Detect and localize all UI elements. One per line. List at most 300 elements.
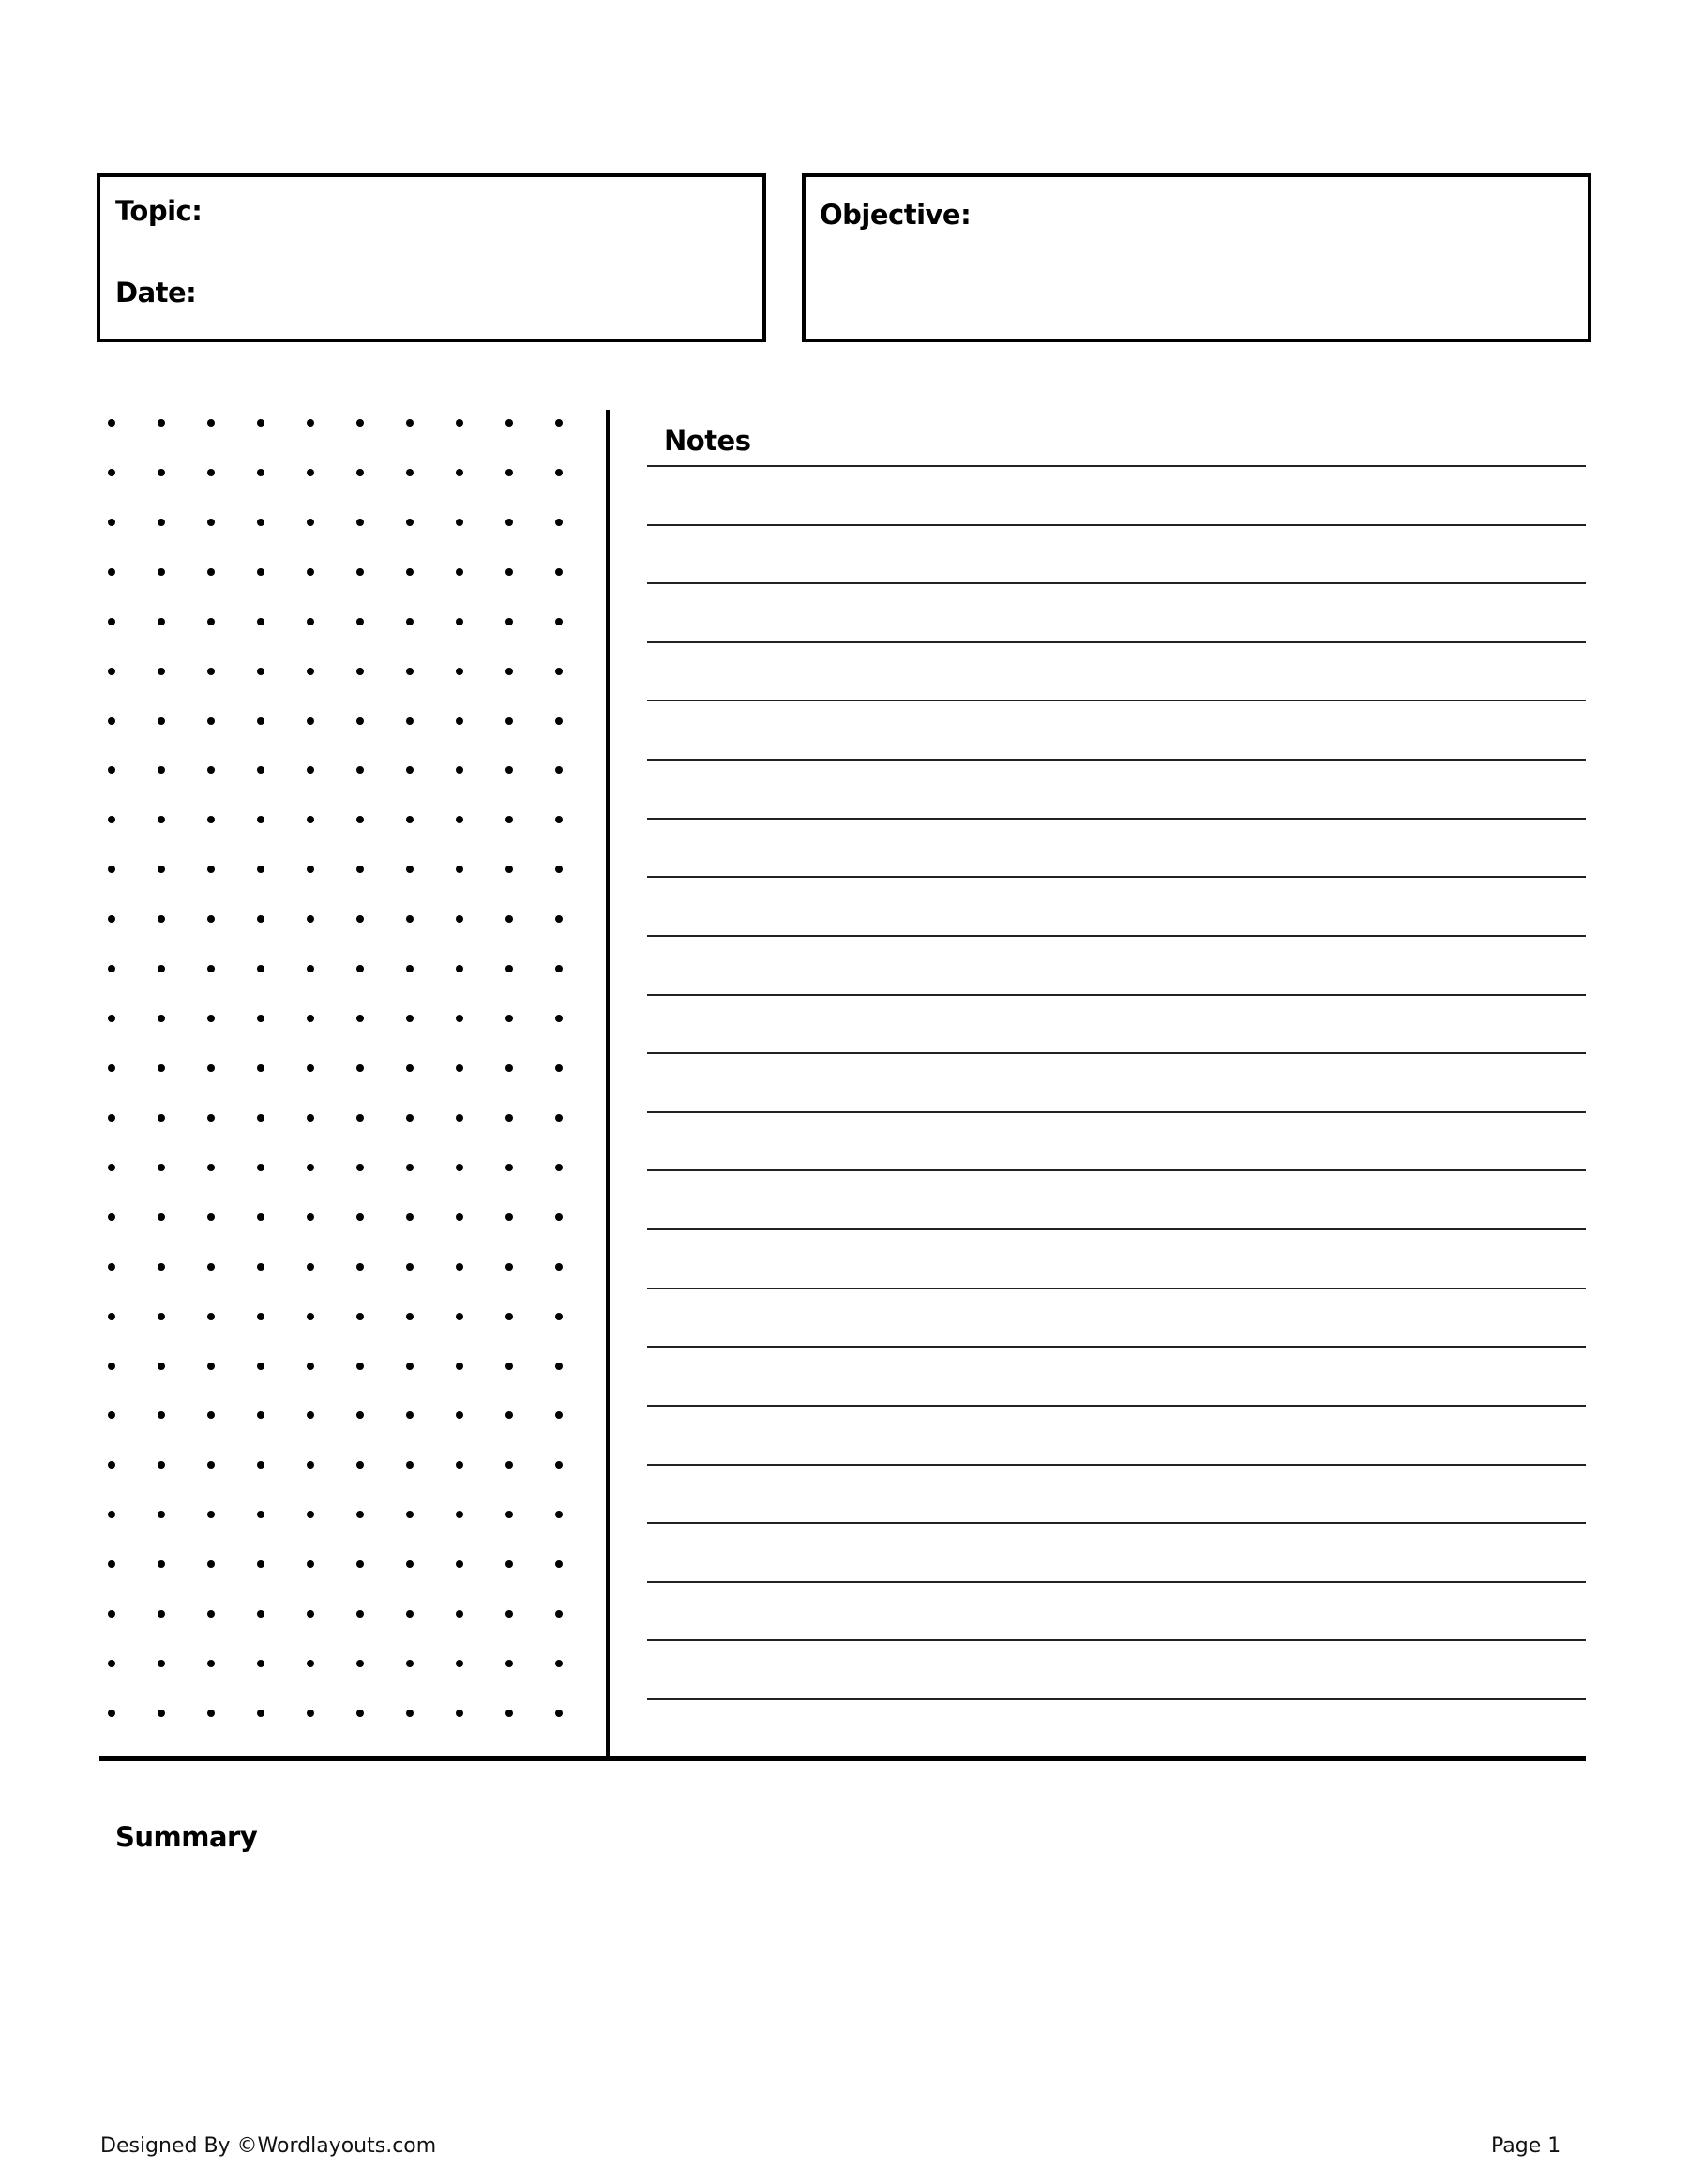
- grid-dot-icon: [257, 1164, 264, 1171]
- grid-dot-icon: [158, 866, 165, 873]
- grid-dot-icon: [207, 568, 215, 576]
- grid-dot-icon: [207, 469, 215, 476]
- grid-dot-icon: [356, 1610, 364, 1618]
- grid-dot-icon: [158, 519, 165, 526]
- grid-dot-icon: [505, 965, 513, 972]
- grid-dot-icon: [555, 866, 563, 873]
- grid-dot-icon: [158, 1313, 165, 1320]
- grid-dot-icon: [406, 1511, 414, 1518]
- grid-dot-icon: [207, 1015, 215, 1022]
- grid-dot-icon: [505, 1114, 513, 1122]
- grid-dot-icon: [456, 668, 463, 675]
- grid-dot-icon: [207, 618, 215, 625]
- grid-dot-icon: [555, 1114, 563, 1122]
- grid-dot-icon: [158, 568, 165, 576]
- grid-dot-icon: [505, 1164, 513, 1171]
- grid-dot-icon: [406, 866, 414, 873]
- grid-dot-icon: [108, 1461, 115, 1469]
- page-number: Page 1: [1491, 2134, 1561, 2158]
- grid-dot-icon: [307, 668, 314, 675]
- grid-dot-icon: [158, 1560, 165, 1568]
- grid-dot-icon: [555, 1164, 563, 1171]
- grid-dot-icon: [356, 965, 364, 972]
- grid-dot-icon: [356, 1263, 364, 1271]
- grid-dot-icon: [456, 1015, 463, 1022]
- grid-dot-icon: [207, 419, 215, 427]
- grid-dot-icon: [356, 618, 364, 625]
- grid-dot-icon: [555, 1560, 563, 1568]
- grid-dot-icon: [158, 1610, 165, 1618]
- grid-dot-icon: [257, 866, 264, 873]
- grid-dot-icon: [555, 1064, 563, 1072]
- grid-dot-icon: [257, 965, 264, 972]
- notes-ruled-line[interactable]: [647, 1698, 1586, 1700]
- grid-dot-icon: [108, 1610, 115, 1618]
- grid-dot-icon: [456, 1411, 463, 1419]
- grid-dot-icon: [406, 816, 414, 823]
- notes-ruled-line[interactable]: [647, 1405, 1586, 1407]
- grid-dot-icon: [505, 1411, 513, 1419]
- grid-dot-icon: [257, 1313, 264, 1320]
- grid-dot-icon: [555, 965, 563, 972]
- grid-dot-icon: [505, 1710, 513, 1717]
- grid-dot-icon: [555, 419, 563, 427]
- notes-ruled-line[interactable]: [647, 1111, 1586, 1113]
- grid-dot-icon: [555, 1610, 563, 1618]
- grid-dot-icon: [356, 1411, 364, 1419]
- grid-dot-icon: [555, 618, 563, 625]
- grid-dot-icon: [108, 419, 115, 427]
- grid-dot-icon: [456, 1610, 463, 1618]
- grid-dot-icon: [257, 1114, 264, 1122]
- grid-dot-icon: [207, 1710, 215, 1717]
- grid-dot-icon: [356, 1461, 364, 1469]
- grid-dot-icon: [456, 1461, 463, 1469]
- grid-dot-icon: [406, 519, 414, 526]
- grid-dot-icon: [555, 1511, 563, 1518]
- grid-dot-icon: [257, 1015, 264, 1022]
- grid-dot-icon: [406, 1461, 414, 1469]
- grid-dot-icon: [456, 1660, 463, 1667]
- grid-dot-icon: [505, 1610, 513, 1618]
- grid-dot-icon: [207, 1560, 215, 1568]
- grid-dot-icon: [207, 519, 215, 526]
- grid-dot-icon: [207, 1164, 215, 1171]
- notes-ruled-line[interactable]: [647, 876, 1586, 878]
- grid-dot-icon: [257, 717, 264, 725]
- notes-ruled-line[interactable]: [647, 1228, 1586, 1230]
- grid-dot-icon: [207, 915, 215, 923]
- topic-field[interactable]: [216, 192, 755, 230]
- grid-dot-icon: [406, 1164, 414, 1171]
- grid-dot-icon: [257, 419, 264, 427]
- grid-dot-icon: [257, 1411, 264, 1419]
- grid-dot-icon: [555, 816, 563, 823]
- grid-dot-icon: [356, 568, 364, 576]
- grid-dot-icon: [406, 1015, 414, 1022]
- grid-dot-icon: [108, 965, 115, 972]
- grid-dot-icon: [356, 1710, 364, 1717]
- grid-dot-icon: [456, 618, 463, 625]
- date-label: Date:: [115, 277, 197, 309]
- grid-dot-icon: [207, 766, 215, 774]
- grid-dot-icon: [356, 1313, 364, 1320]
- grid-dot-icon: [257, 469, 264, 476]
- grid-dot-icon: [456, 816, 463, 823]
- grid-dot-icon: [555, 766, 563, 774]
- grid-dot-icon: [158, 1015, 165, 1022]
- grid-dot-icon: [456, 1164, 463, 1171]
- notes-ruled-line[interactable]: [647, 1288, 1586, 1289]
- grid-dot-icon: [456, 915, 463, 923]
- grid-dot-icon: [108, 668, 115, 675]
- grid-dot-icon: [158, 1114, 165, 1122]
- grid-dot-icon: [505, 1213, 513, 1221]
- grid-dot-icon: [207, 1411, 215, 1419]
- grid-dot-icon: [555, 568, 563, 576]
- footer-credit: Designed By ©Wordlayouts.com: [100, 2134, 437, 2158]
- notes-ruled-line[interactable]: [647, 1522, 1586, 1524]
- grid-dot-icon: [108, 618, 115, 625]
- grid-dot-icon: [456, 419, 463, 427]
- grid-dot-icon: [356, 1560, 364, 1568]
- grid-dot-icon: [356, 1114, 364, 1122]
- notes-ruled-line[interactable]: [647, 818, 1586, 820]
- grid-dot-icon: [555, 1660, 563, 1667]
- grid-dot-icon: [356, 1660, 364, 1667]
- grid-dot-icon: [307, 419, 314, 427]
- notes-ruled-line[interactable]: [647, 935, 1586, 937]
- topic-label: Topic:: [115, 195, 203, 227]
- grid-dot-icon: [406, 419, 414, 427]
- grid-dot-icon: [158, 1660, 165, 1667]
- grid-dot-icon: [207, 1461, 215, 1469]
- grid-dot-icon: [406, 717, 414, 725]
- grid-dot-icon: [456, 717, 463, 725]
- grid-dot-icon: [456, 1064, 463, 1072]
- grid-dot-icon: [207, 1213, 215, 1221]
- grid-dot-icon: [257, 766, 264, 774]
- grid-dot-icon: [307, 766, 314, 774]
- grid-dot-icon: [505, 1461, 513, 1469]
- notes-ruled-line[interactable]: [647, 1052, 1586, 1054]
- grid-dot-icon: [555, 717, 563, 725]
- grid-dot-icon: [307, 866, 314, 873]
- grid-dot-icon: [555, 668, 563, 675]
- grid-dot-icon: [555, 1313, 563, 1320]
- grid-dot-icon: [108, 866, 115, 873]
- grid-dot-icon: [207, 965, 215, 972]
- grid-dot-icon: [307, 717, 314, 725]
- grid-dot-icon: [406, 469, 414, 476]
- grid-dot-icon: [307, 1660, 314, 1667]
- grid-dot-icon: [307, 816, 314, 823]
- grid-dot-icon: [108, 1313, 115, 1320]
- grid-dot-icon: [257, 1560, 264, 1568]
- grid-dot-icon: [257, 1263, 264, 1271]
- grid-dot-icon: [555, 1213, 563, 1221]
- grid-dot-icon: [505, 766, 513, 774]
- grid-dot-icon: [555, 1263, 563, 1271]
- grid-dot-icon: [406, 668, 414, 675]
- grid-dot-icon: [207, 816, 215, 823]
- section-bottom-rule: [99, 1756, 1586, 1761]
- grid-dot-icon: [207, 1660, 215, 1667]
- grid-dot-icon: [108, 816, 115, 823]
- grid-dot-icon: [108, 1064, 115, 1072]
- grid-dot-icon: [505, 1263, 513, 1271]
- notes-ruled-line[interactable]: [647, 1581, 1586, 1583]
- grid-dot-icon: [108, 1263, 115, 1271]
- notes-ruled-line[interactable]: [647, 994, 1586, 996]
- grid-dot-icon: [108, 1411, 115, 1419]
- grid-dot-icon: [555, 1411, 563, 1419]
- grid-dot-icon: [207, 1313, 215, 1320]
- grid-dot-icon: [158, 1164, 165, 1171]
- grid-dot-icon: [307, 1114, 314, 1122]
- grid-dot-icon: [406, 1411, 414, 1419]
- grid-dot-icon: [406, 1660, 414, 1667]
- grid-dot-icon: [356, 1064, 364, 1072]
- grid-dot-icon: [257, 1511, 264, 1518]
- grid-dot-icon: [356, 1164, 364, 1171]
- grid-dot-icon: [505, 1560, 513, 1568]
- grid-dot-icon: [356, 816, 364, 823]
- grid-dot-icon: [257, 1363, 264, 1370]
- notes-ruled-line[interactable]: [647, 582, 1586, 584]
- grid-dot-icon: [158, 1213, 165, 1221]
- grid-dot-icon: [158, 1411, 165, 1419]
- grid-dot-icon: [307, 1015, 314, 1022]
- column-divider: [606, 410, 610, 1760]
- grid-dot-icon: [257, 1064, 264, 1072]
- grid-dot-icon: [456, 519, 463, 526]
- grid-dot-icon: [505, 568, 513, 576]
- grid-dot-icon: [456, 1511, 463, 1518]
- grid-dot-icon: [505, 419, 513, 427]
- grid-dot-icon: [158, 965, 165, 972]
- grid-dot-icon: [158, 816, 165, 823]
- grid-dot-icon: [555, 1363, 563, 1370]
- grid-dot-icon: [257, 519, 264, 526]
- grid-dot-icon: [307, 1411, 314, 1419]
- notes-ruled-line[interactable]: [647, 1169, 1586, 1171]
- grid-dot-icon: [307, 1610, 314, 1618]
- grid-dot-icon: [456, 1263, 463, 1271]
- grid-dot-icon: [108, 469, 115, 476]
- grid-dot-icon: [108, 1710, 115, 1717]
- grid-dot-icon: [555, 1015, 563, 1022]
- grid-dot-icon: [207, 1114, 215, 1122]
- grid-dot-icon: [505, 1064, 513, 1072]
- grid-dot-icon: [456, 469, 463, 476]
- grid-dot-icon: [207, 866, 215, 873]
- grid-dot-icon: [108, 519, 115, 526]
- grid-dot-icon: [158, 1064, 165, 1072]
- grid-dot-icon: [356, 519, 364, 526]
- grid-dot-icon: [307, 568, 314, 576]
- grid-dot-icon: [307, 1511, 314, 1518]
- grid-dot-icon: [406, 1064, 414, 1072]
- grid-dot-icon: [108, 1114, 115, 1122]
- grid-dot-icon: [356, 1213, 364, 1221]
- grid-dot-icon: [257, 1660, 264, 1667]
- notes-heading: Notes: [664, 425, 751, 457]
- grid-dot-icon: [356, 419, 364, 427]
- grid-dot-icon: [257, 568, 264, 576]
- grid-dot-icon: [207, 1610, 215, 1618]
- grid-dot-icon: [108, 1560, 115, 1568]
- objective-field[interactable]: [975, 192, 1580, 333]
- grid-dot-icon: [108, 766, 115, 774]
- grid-dot-icon: [505, 668, 513, 675]
- grid-dot-icon: [505, 866, 513, 873]
- grid-dot-icon: [456, 568, 463, 576]
- grid-dot-icon: [257, 1213, 264, 1221]
- grid-dot-icon: [505, 618, 513, 625]
- grid-dot-icon: [307, 618, 314, 625]
- grid-dot-icon: [307, 1461, 314, 1469]
- grid-dot-icon: [406, 568, 414, 576]
- grid-dot-icon: [158, 1461, 165, 1469]
- grid-dot-icon: [158, 717, 165, 725]
- grid-dot-icon: [555, 469, 563, 476]
- grid-dot-icon: [356, 766, 364, 774]
- grid-dot-icon: [505, 1363, 513, 1370]
- grid-dot-icon: [307, 1263, 314, 1271]
- grid-dot-icon: [406, 915, 414, 923]
- grid-dot-icon: [108, 1363, 115, 1370]
- grid-dot-icon: [307, 1363, 314, 1370]
- summary-field[interactable]: [99, 1866, 1586, 2082]
- grid-dot-icon: [505, 1511, 513, 1518]
- grid-dot-icon: [555, 915, 563, 923]
- notes-ruled-line[interactable]: [647, 465, 1586, 467]
- grid-dot-icon: [356, 1511, 364, 1518]
- grid-dot-icon: [356, 668, 364, 675]
- grid-dot-icon: [505, 1660, 513, 1667]
- grid-dot-icon: [257, 1710, 264, 1717]
- grid-dot-icon: [356, 915, 364, 923]
- grid-dot-icon: [456, 866, 463, 873]
- grid-dot-icon: [108, 568, 115, 576]
- grid-dot-icon: [307, 1064, 314, 1072]
- grid-dot-icon: [158, 1710, 165, 1717]
- grid-dot-icon: [406, 1560, 414, 1568]
- grid-dot-icon: [505, 519, 513, 526]
- grid-dot-icon: [207, 717, 215, 725]
- grid-dot-icon: [158, 766, 165, 774]
- grid-dot-icon: [307, 1710, 314, 1717]
- grid-dot-icon: [505, 469, 513, 476]
- summary-heading: Summary: [115, 1821, 258, 1853]
- grid-dot-icon: [158, 668, 165, 675]
- grid-dot-icon: [207, 1263, 215, 1271]
- grid-dot-icon: [307, 469, 314, 476]
- grid-dot-icon: [406, 618, 414, 625]
- grid-dot-icon: [406, 1263, 414, 1271]
- grid-dot-icon: [555, 1710, 563, 1717]
- grid-dot-icon: [406, 1213, 414, 1221]
- grid-dot-icon: [555, 519, 563, 526]
- grid-dot-icon: [158, 1511, 165, 1518]
- grid-dot-icon: [257, 618, 264, 625]
- objective-label: Objective:: [820, 199, 972, 231]
- grid-dot-icon: [505, 717, 513, 725]
- grid-dot-icon: [207, 1363, 215, 1370]
- grid-dot-icon: [207, 1064, 215, 1072]
- grid-dot-icon: [158, 1363, 165, 1370]
- notes-ruled-line[interactable]: [647, 1639, 1586, 1641]
- grid-dot-icon: [307, 1313, 314, 1320]
- grid-dot-icon: [158, 618, 165, 625]
- grid-dot-icon: [456, 965, 463, 972]
- grid-dot-icon: [505, 1015, 513, 1022]
- grid-dot-icon: [406, 1363, 414, 1370]
- grid-dot-icon: [456, 766, 463, 774]
- grid-dot-icon: [406, 766, 414, 774]
- grid-dot-icon: [307, 1560, 314, 1568]
- grid-dot-icon: [307, 1164, 314, 1171]
- grid-dot-icon: [158, 469, 165, 476]
- grid-dot-icon: [356, 866, 364, 873]
- grid-dot-icon: [505, 1313, 513, 1320]
- grid-dot-icon: [108, 1511, 115, 1518]
- notes-ruled-line[interactable]: [647, 700, 1586, 701]
- grid-dot-icon: [257, 1461, 264, 1469]
- grid-dot-icon: [505, 816, 513, 823]
- grid-dot-icon: [108, 1213, 115, 1221]
- notes-ruled-line[interactable]: [647, 1346, 1586, 1348]
- grid-dot-icon: [257, 1610, 264, 1618]
- grid-dot-icon: [456, 1213, 463, 1221]
- grid-dot-icon: [158, 1263, 165, 1271]
- grid-dot-icon: [307, 965, 314, 972]
- grid-dot-icon: [406, 1114, 414, 1122]
- grid-dot-icon: [257, 668, 264, 675]
- notes-ruled-line[interactable]: [647, 524, 1586, 526]
- grid-dot-icon: [257, 816, 264, 823]
- notes-ruled-line[interactable]: [647, 759, 1586, 761]
- grid-dot-icon: [257, 915, 264, 923]
- date-field[interactable]: [202, 274, 755, 311]
- grid-dot-icon: [108, 717, 115, 725]
- grid-dot-icon: [356, 469, 364, 476]
- grid-dot-icon: [456, 1560, 463, 1568]
- grid-dot-icon: [307, 519, 314, 526]
- grid-dot-icon: [307, 915, 314, 923]
- grid-dot-icon: [356, 717, 364, 725]
- grid-dot-icon: [307, 1213, 314, 1221]
- grid-dot-icon: [108, 915, 115, 923]
- grid-dot-icon: [158, 915, 165, 923]
- grid-dot-icon: [158, 419, 165, 427]
- grid-dot-icon: [456, 1114, 463, 1122]
- grid-dot-icon: [207, 1511, 215, 1518]
- grid-dot-icon: [108, 1164, 115, 1171]
- grid-dot-icon: [406, 1610, 414, 1618]
- grid-dot-icon: [406, 1710, 414, 1717]
- grid-dot-icon: [207, 668, 215, 675]
- grid-dot-icon: [555, 1461, 563, 1469]
- grid-dot-icon: [456, 1710, 463, 1717]
- notes-ruled-line[interactable]: [647, 641, 1586, 643]
- grid-dot-icon: [456, 1363, 463, 1370]
- grid-dot-icon: [356, 1015, 364, 1022]
- notes-ruled-line[interactable]: [647, 1464, 1586, 1466]
- grid-dot-icon: [406, 965, 414, 972]
- grid-dot-icon: [505, 915, 513, 923]
